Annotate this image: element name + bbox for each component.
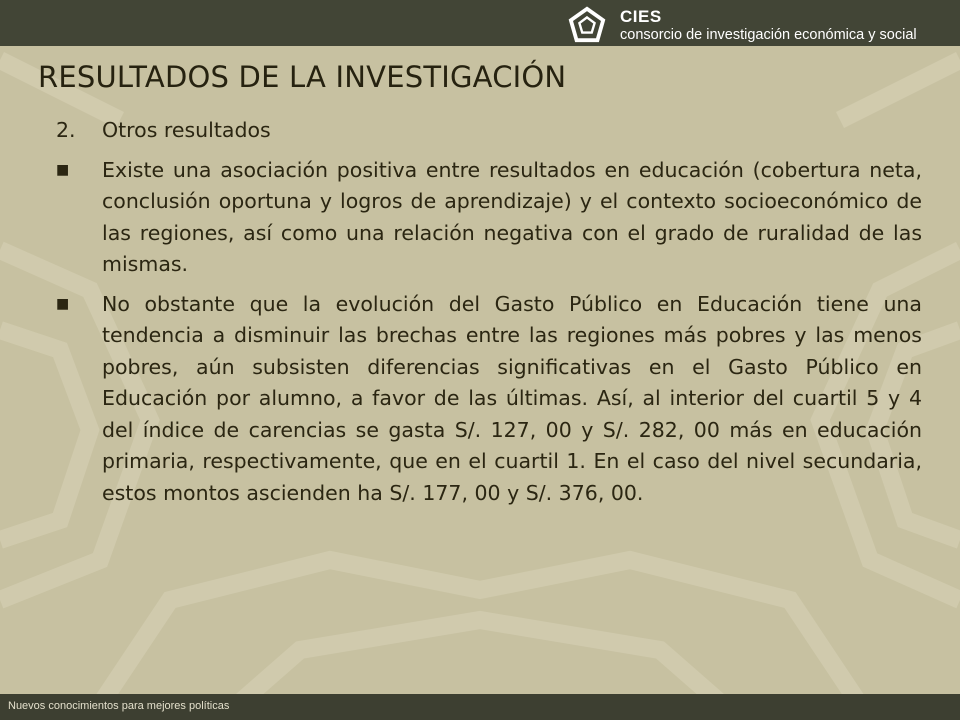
cies-logo — [568, 5, 917, 45]
footer-slogan: Nuevos conocimientos para mejores políticas — [8, 700, 230, 712]
section-number: 2. — [56, 118, 76, 142]
logo-tagline: consorcio de investigación económica y social — [620, 26, 917, 43]
bullet-text: Existe una asociación positiva entre resultados en educación (cobertura neta, conclusión oportuna y logros de aprendizaje) y el contexto socioeconómico de las regiones, así como una relación negativa con el grado de ruralidad de las mismas. — [102, 157, 922, 276]
section-heading — [56, 115, 922, 147]
square-bullet-icon: ■ — [56, 295, 70, 312]
bullet-text: No obstante que la evolución del Gasto Público en Educación tiene una tendencia a disminuir las brechas entre las regiones más pobres y las menos pobres, aún subsisten diferencias significativas en el Gasto Público en Educación por alumno, a favor de las últimas. Así, al interior del cuartil 5 y 4 del índice de carencias se gasta S/. 127, 00 y S/. 282, 00 más en educación primaria, respectivamente, que en el cuartil 1. En el caso del nivel secundaria, estos montos ascienden ha S/. 177, 00 y S/. 376, 00. — [102, 291, 922, 505]
logo-name: CIES — [620, 6, 662, 26]
slide-title: RESULTADOS DE LA INVESTIGACIÓN — [38, 60, 567, 94]
slide-content — [56, 115, 922, 517]
bullet-item — [56, 155, 922, 281]
square-bullet-icon: ■ — [56, 161, 70, 178]
section-label: Otros resultados — [102, 118, 271, 142]
logo-text — [620, 8, 917, 43]
bullet-item — [56, 289, 922, 510]
pentagon-logo-icon — [568, 6, 606, 44]
